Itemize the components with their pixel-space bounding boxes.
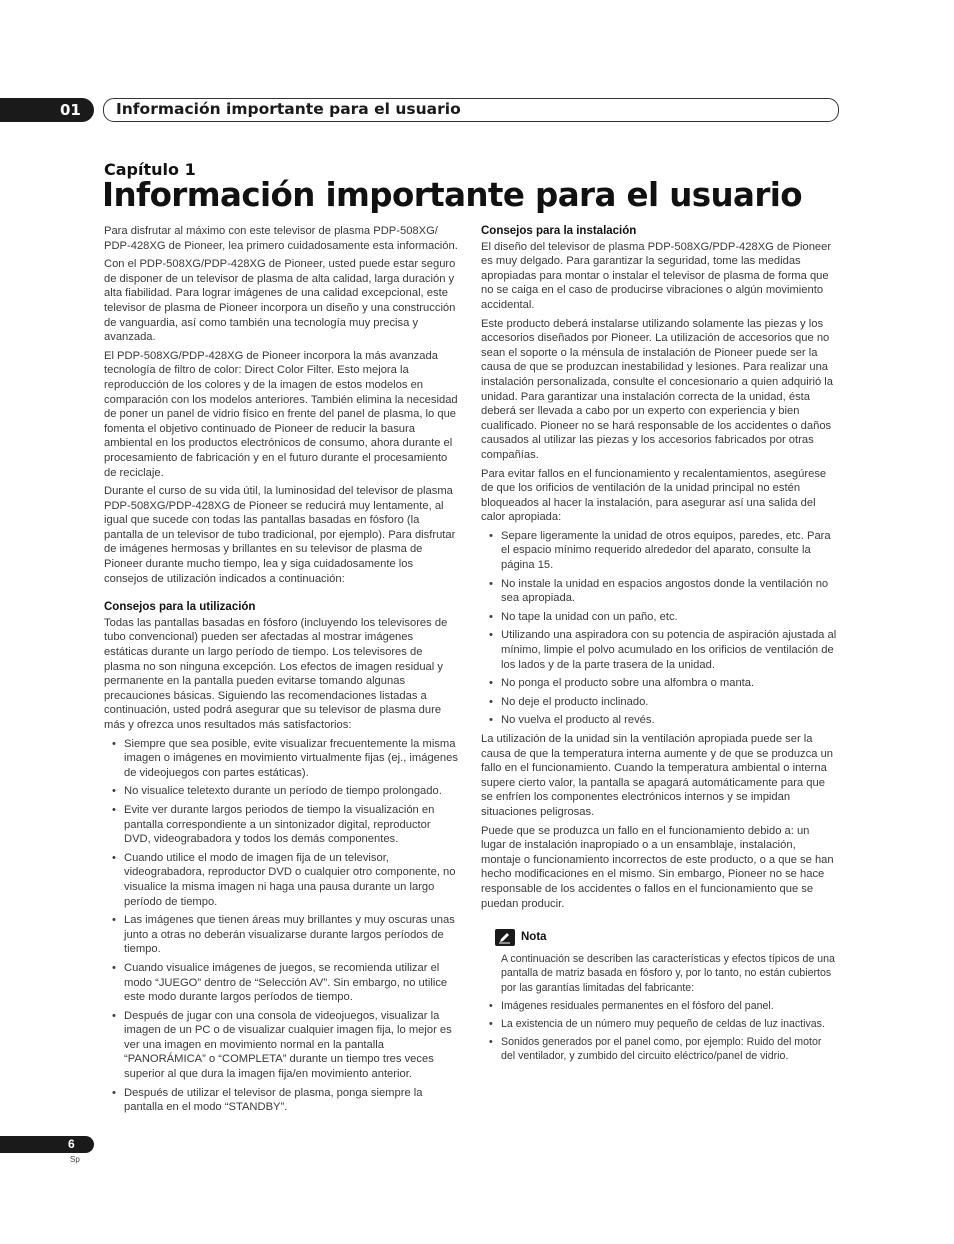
intro-paragraph: Durante el curso de su vida útil, la luminosidad del televisor de plasma PDP-508XG/PDP-428XG de Pioneer se reducirá muy lentamente, al igual que sucede con todas las pantallas basadas en fósforo (la pantalla de un televisor de tubo tradicional, por ejemplo). Para disfrutar de imágenes hermosas y brillantes en su televisor de plasma de Pioneer durante mucho tiempo, lea y siga cuidadosamente los consejos de utilización indicados a continuación: <box>104 485 456 585</box>
liability-paragraph: Puede que se produzca un fallo en el funcionamiento debido a: un lugar de instalación inapropiado o a un ensamblaje, instalación, montaje o funcionamiento incorrectos de este producto, o a que se han hecho modificaciones en el mismo. Sin embargo, Pioneer no se hace responsable de los accidentes o fallos en el funcionamiento que se puedan producir. <box>481 824 834 910</box>
usage-paragraph: Todas las pantallas basadas en fósforo (incluyendo los televisores de tubo convencional) pueden ser afectadas al mostrar imágenes estáticas durante un largo período de tiempo. Los televisores de plasma no son ninguna excepción. Los efectos de imagen residual y permanente en la pantalla pueden evitarse tomando algunas precauciones básicas. Siguiendo las recomendaciones listadas a continuación, usted podrá asegurar que su televisor de plasma dure más y ofrezca unos resultados más satisfactorios: <box>104 616 448 731</box>
note-label: Nota <box>521 931 547 944</box>
note-intro: A continuación se describen las características y efectos típicos de una pantalla de matriz basada en fósforo y, por lo tanto, no están cubiertos por las garantías limitadas del fabricante: <box>501 953 835 994</box>
list-item: • Sonidos generados por el panel como, por ejemplo: Ruido del motor del ventilador, y zumbido del circuito eléctrico/panel de vidrio. <box>481 1035 837 1063</box>
right-column <box>481 224 837 1068</box>
list-item: • No deje el producto inclinado. <box>481 695 837 710</box>
list-item: • No instale la unidad en espacios angostos donde la ventilación no sea apropiada. <box>481 577 837 606</box>
list-item: • Cuando visualice imágenes de juegos, se recomienda utilizar el modo “JUEGO” dentro de “Selección AV”. Sin embargo, no utilice este modo durante largos períodos de tiempo. <box>104 961 460 1005</box>
list-item: • Después de jugar con una consola de videojuegos, visualizar la imagen de un PC o de visualizar cualquier imagen fija, lo mejor es ver una imagen en movimiento normal en la pantalla “PANORÁMICA” o “COMPLETA” durante un tiempo tres veces superior al que dura la imagen fija/en movimiento anterior. <box>104 1009 460 1082</box>
intro-paragraph: Con el PDP-508XG/PDP-428XG de Pioneer, usted puede estar seguro de disponer de un televisor de plasma de alta calidad, larga duración y alta fiabilidad. Para lograr imágenes de una calidad excepcional, este televisor de plasma de Pioneer incorpora un diseño y una construcción de vanguardia, así como también una tecnología muy precisa y avanzada. <box>104 258 456 344</box>
page-number-tab <box>0 1136 94 1153</box>
chapter-number: 01 <box>60 101 81 119</box>
list-item: • No tape la unidad con un paño, etc. <box>481 610 837 625</box>
list-item: • Imágenes residuales permanentes en el fósforo del panel. <box>481 999 837 1013</box>
install-paragraph: El diseño del televisor de plasma PDP-508XG/PDP-428XG de Pioneer es muy delgado. Para garantizar la seguridad, tome las medidas apropiadas para montar o instalar el televisor de plasma de forma que no se caiga en el caso de producirse vibraciones o algún movimiento accidental. <box>481 240 832 311</box>
list-item: • Cuando utilice el modo de imagen fija de un televisor, videograbadora, reproductor DVD o cualquier otro componente, no visualice la misma imagen ni haga una pausa durante un largo período de tiempo. <box>104 851 460 909</box>
left-column <box>104 224 460 1119</box>
list-item: • No visualice teletexto durante un período de tiempo prolongado. <box>104 784 460 799</box>
install-list <box>481 529 837 728</box>
page-language: Sp <box>70 1155 80 1164</box>
list-item: • Las imágenes que tienen áreas muy brillantes y muy oscuras unas junto a otras no deberán visualizarse durante largos períodos de tiempo. <box>104 913 460 957</box>
usage-heading: Consejos para la utilización <box>104 601 256 614</box>
list-item: • Utilizando una aspiradora con su potencia de aspiración ajustada al mínimo, limpie el polvo acumulado en los orificios de ventilación de los lados y de la parte trasera de la unidad. <box>481 628 837 672</box>
note-list <box>481 999 837 1064</box>
install-paragraph: Para evitar fallos en el funcionamiento y recalentamientos, asegúrese de que los orificios de ventilación de la unidad principal no estén bloqueados al hacer la instalación, para asegurar así una salida del calor apropiada: <box>481 467 827 524</box>
page-title: Información importante para el usuario <box>102 176 803 214</box>
list-item: • Después de utilizar el televisor de plasma, ponga siempre la pantalla en el modo “STANDBY”. <box>104 1086 460 1115</box>
intro-paragraph: Para disfrutar al máximo con este televisor de plasma PDP-508XG/ PDP-428XG de Pioneer, lea primero cuidadosamente esta información. <box>104 225 458 252</box>
ventilation-paragraph: La utilización de la unidad sin la ventilación apropiada puede ser la causa de que la temperatura interna aumente y de que se produzca un fallo en el funcionamiento. Cuando la temperatura ambiental o interna supere cierto valor, la pantalla se apagará automáticamente para que se enfríen los componentes electrónicos internos y se impidan situaciones peligrosas. <box>481 733 834 818</box>
note-header <box>495 929 837 946</box>
install-paragraph: Este producto deberá instalarse utilizando solamente las piezas y los accesorios diseñados por Pioneer. La utilización de accesorios que no sean el soporte o la ménsula de instalación de Pioneer puede ser la causa de que se produzcan inestabilidad y lesiones. Para realizar una instalación personalizada, consulte el concesionario a quien adquirió la unidad. Para garantizar una instalación correcta de la unidad, ésta deberá ser llevada a cabo por un experto con experiencia y bien cualificado. Pioneer no se hará responsable de los accidentes o daños causados al utilizar las piezas y los accesorios fabricados por otras compañías. <box>481 317 834 461</box>
pencil-note-icon <box>495 929 515 946</box>
list-item: • Siempre que sea posible, evite visualizar frecuentemente la misma imagen o imágenes en movimiento virtualmente fijas (ej., imágenes de videojuegos con partes estáticas). <box>104 737 460 781</box>
list-item: • Separe ligeramente la unidad de otros equipos, paredes, etc. Para el espacio mínimo requerido alrededor del aparato, consulte la página 15. <box>481 529 837 573</box>
install-heading: Consejos para la instalación <box>481 225 637 237</box>
list-item: • Evite ver durante largos periodos de tiempo la visualización en pantalla correspondiente a un sintonizador digital, reproductor DVD, videograbadora y todos los demás componentes. <box>104 803 460 847</box>
list-item: • La existencia de un número muy pequeño de celdas de luz inactivas. <box>481 1017 837 1031</box>
chapter-label: Capítulo 1 <box>104 160 196 179</box>
usage-list <box>104 737 460 1115</box>
header-title: Información importante para el usuario <box>116 100 461 118</box>
list-item: • No ponga el producto sobre una alfombra o manta. <box>481 676 837 691</box>
intro-paragraph: El PDP-508XG/PDP-428XG de Pioneer incorpora la más avanzada tecnología de filtro de color: Direct Color Filter. Esto mejora la reproducción de los colores y de la imagen de estos modelos en comparación con los modelos anteriores. También elimina la necesidad de poner un panel de vidrio físico en frente del panel de plasma, lo que fomenta el objetivo continuado de Pioneer de reducir la basura ambiental en los productos electrónicos de consumo, ahora durante el procesamiento de fabricación y en el futuro durante el procesamiento de reciclaje. <box>104 349 458 479</box>
list-item: • No vuelva el producto al revés. <box>481 713 837 728</box>
page-number: 6 <box>68 1137 75 1151</box>
